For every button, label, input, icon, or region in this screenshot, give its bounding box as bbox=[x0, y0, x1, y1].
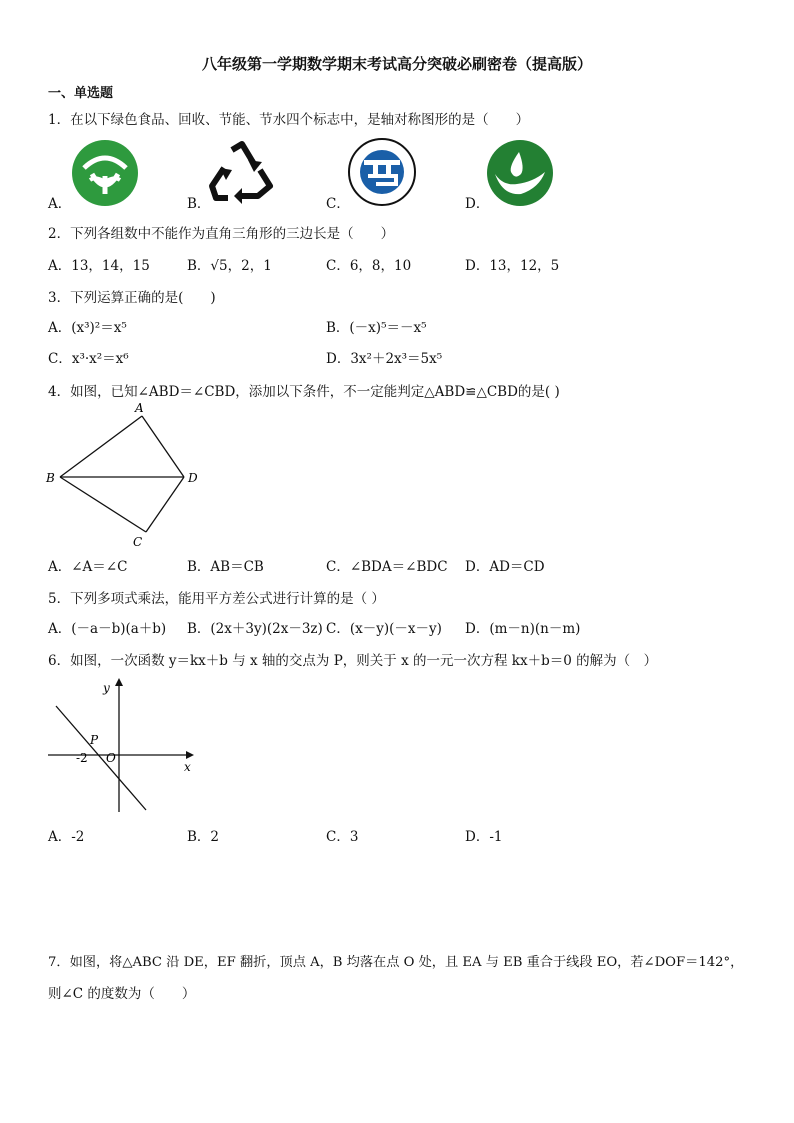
q3-stem: 3．下列运算正确的是( ) bbox=[48, 290, 216, 306]
q6-option-c[interactable]: C．3 bbox=[326, 829, 359, 845]
q5-option-b[interactable]: B．(2x＋3y)(2x－3z) bbox=[187, 621, 323, 637]
q5-stem: 5．下列多项式乘法，能用平方差公式进行计算的是（ ） bbox=[48, 591, 385, 607]
q2-option-b[interactable]: B．√5，2，1 bbox=[187, 258, 272, 274]
q2-stem: 2．下列各组数中不能作为直角三角形的三边长是（ ） bbox=[48, 226, 395, 242]
section-heading: 一、单选题 bbox=[48, 86, 114, 101]
q6-label-p: P bbox=[90, 733, 99, 747]
q4-option-c[interactable]: C．∠BDA＝∠BDC bbox=[326, 559, 448, 575]
q5-option-a[interactable]: A．(－a－b)(a＋b) bbox=[48, 621, 167, 637]
q3-option-c[interactable]: C．x³·x²＝x⁶ bbox=[48, 351, 129, 367]
q2-option-c[interactable]: C．6，8，10 bbox=[326, 258, 412, 274]
q6-label-neg2: -2 bbox=[76, 751, 88, 765]
q7-stem-line2: 则∠C 的度数为（ ） bbox=[48, 986, 196, 1002]
q6-label-y: y bbox=[103, 681, 110, 695]
q2-option-d[interactable]: D．13，12，5 bbox=[465, 258, 560, 274]
page-title: 八年级第一学期数学期末考试高分突破必刷密卷（提高版） bbox=[201, 55, 592, 73]
q3-option-a[interactable]: A．(x³)²＝x⁵ bbox=[48, 320, 127, 336]
q3-option-d[interactable]: D．3x²＋2x³＝5x⁵ bbox=[326, 351, 443, 367]
q4-option-b[interactable]: B．AB＝CB bbox=[187, 559, 264, 575]
energy-saving-logo-icon bbox=[346, 136, 418, 208]
q4-label-a: A bbox=[135, 401, 144, 415]
q4-stem: 4．如图，已知∠ABD＝∠CBD，添加以下条件，不一定能判定△ABD≌△CBD的是( ) bbox=[48, 384, 560, 400]
q6-label-o: O bbox=[106, 751, 116, 765]
q3-option-b[interactable]: B．(－x)⁵＝－x⁵ bbox=[326, 320, 427, 336]
q4-quadrilateral-diagram bbox=[40, 398, 220, 550]
q2-option-a[interactable]: A．13，14，15 bbox=[48, 258, 150, 274]
q5-option-c[interactable]: C．(x－y)(－x－y) bbox=[326, 621, 442, 637]
q6-stem: 6．如图，一次函数 y＝kx＋b 与 x 轴的交点为 P，则关于 x 的一元一次方程 kx＋b＝0 的解为（ ） bbox=[48, 653, 658, 669]
q4-label-d: D bbox=[188, 471, 198, 485]
q1-option-d[interactable]: D． bbox=[465, 196, 490, 212]
q1-option-a[interactable]: A． bbox=[48, 196, 72, 212]
recycle-icon bbox=[208, 140, 278, 206]
q1-option-c[interactable]: C． bbox=[326, 196, 350, 212]
q4-label-b: B bbox=[46, 471, 55, 485]
q6-label-x: x bbox=[184, 760, 191, 774]
q5-option-d[interactable]: D．(m－n)(n－m) bbox=[465, 621, 581, 637]
water-saving-logo-icon bbox=[485, 138, 555, 208]
green-food-logo-icon bbox=[70, 138, 140, 208]
q4-option-d[interactable]: D．AD＝CD bbox=[465, 559, 545, 575]
q7-stem-line1: 7．如图，将△ABC 沿 DE，EF 翻折，顶点 A，B 均落在点 O 处，且 EA 与 EB 重合于线段 EO，若∠DOF＝142°， bbox=[48, 955, 744, 970]
q6-option-d[interactable]: D．-1 bbox=[465, 829, 503, 845]
q4-label-c: C bbox=[133, 535, 143, 549]
q1-option-b[interactable]: B． bbox=[187, 196, 211, 212]
q4-option-a[interactable]: A．∠A＝∠C bbox=[48, 559, 128, 575]
q6-linear-function-graph bbox=[48, 676, 208, 816]
q6-option-b[interactable]: B．2 bbox=[187, 829, 220, 845]
q1-stem: 1．在以下绿色食品、回收、节能、节水四个标志中，是轴对称图形的是（ ） bbox=[48, 112, 530, 128]
q6-option-a[interactable]: A．-2 bbox=[48, 829, 85, 845]
